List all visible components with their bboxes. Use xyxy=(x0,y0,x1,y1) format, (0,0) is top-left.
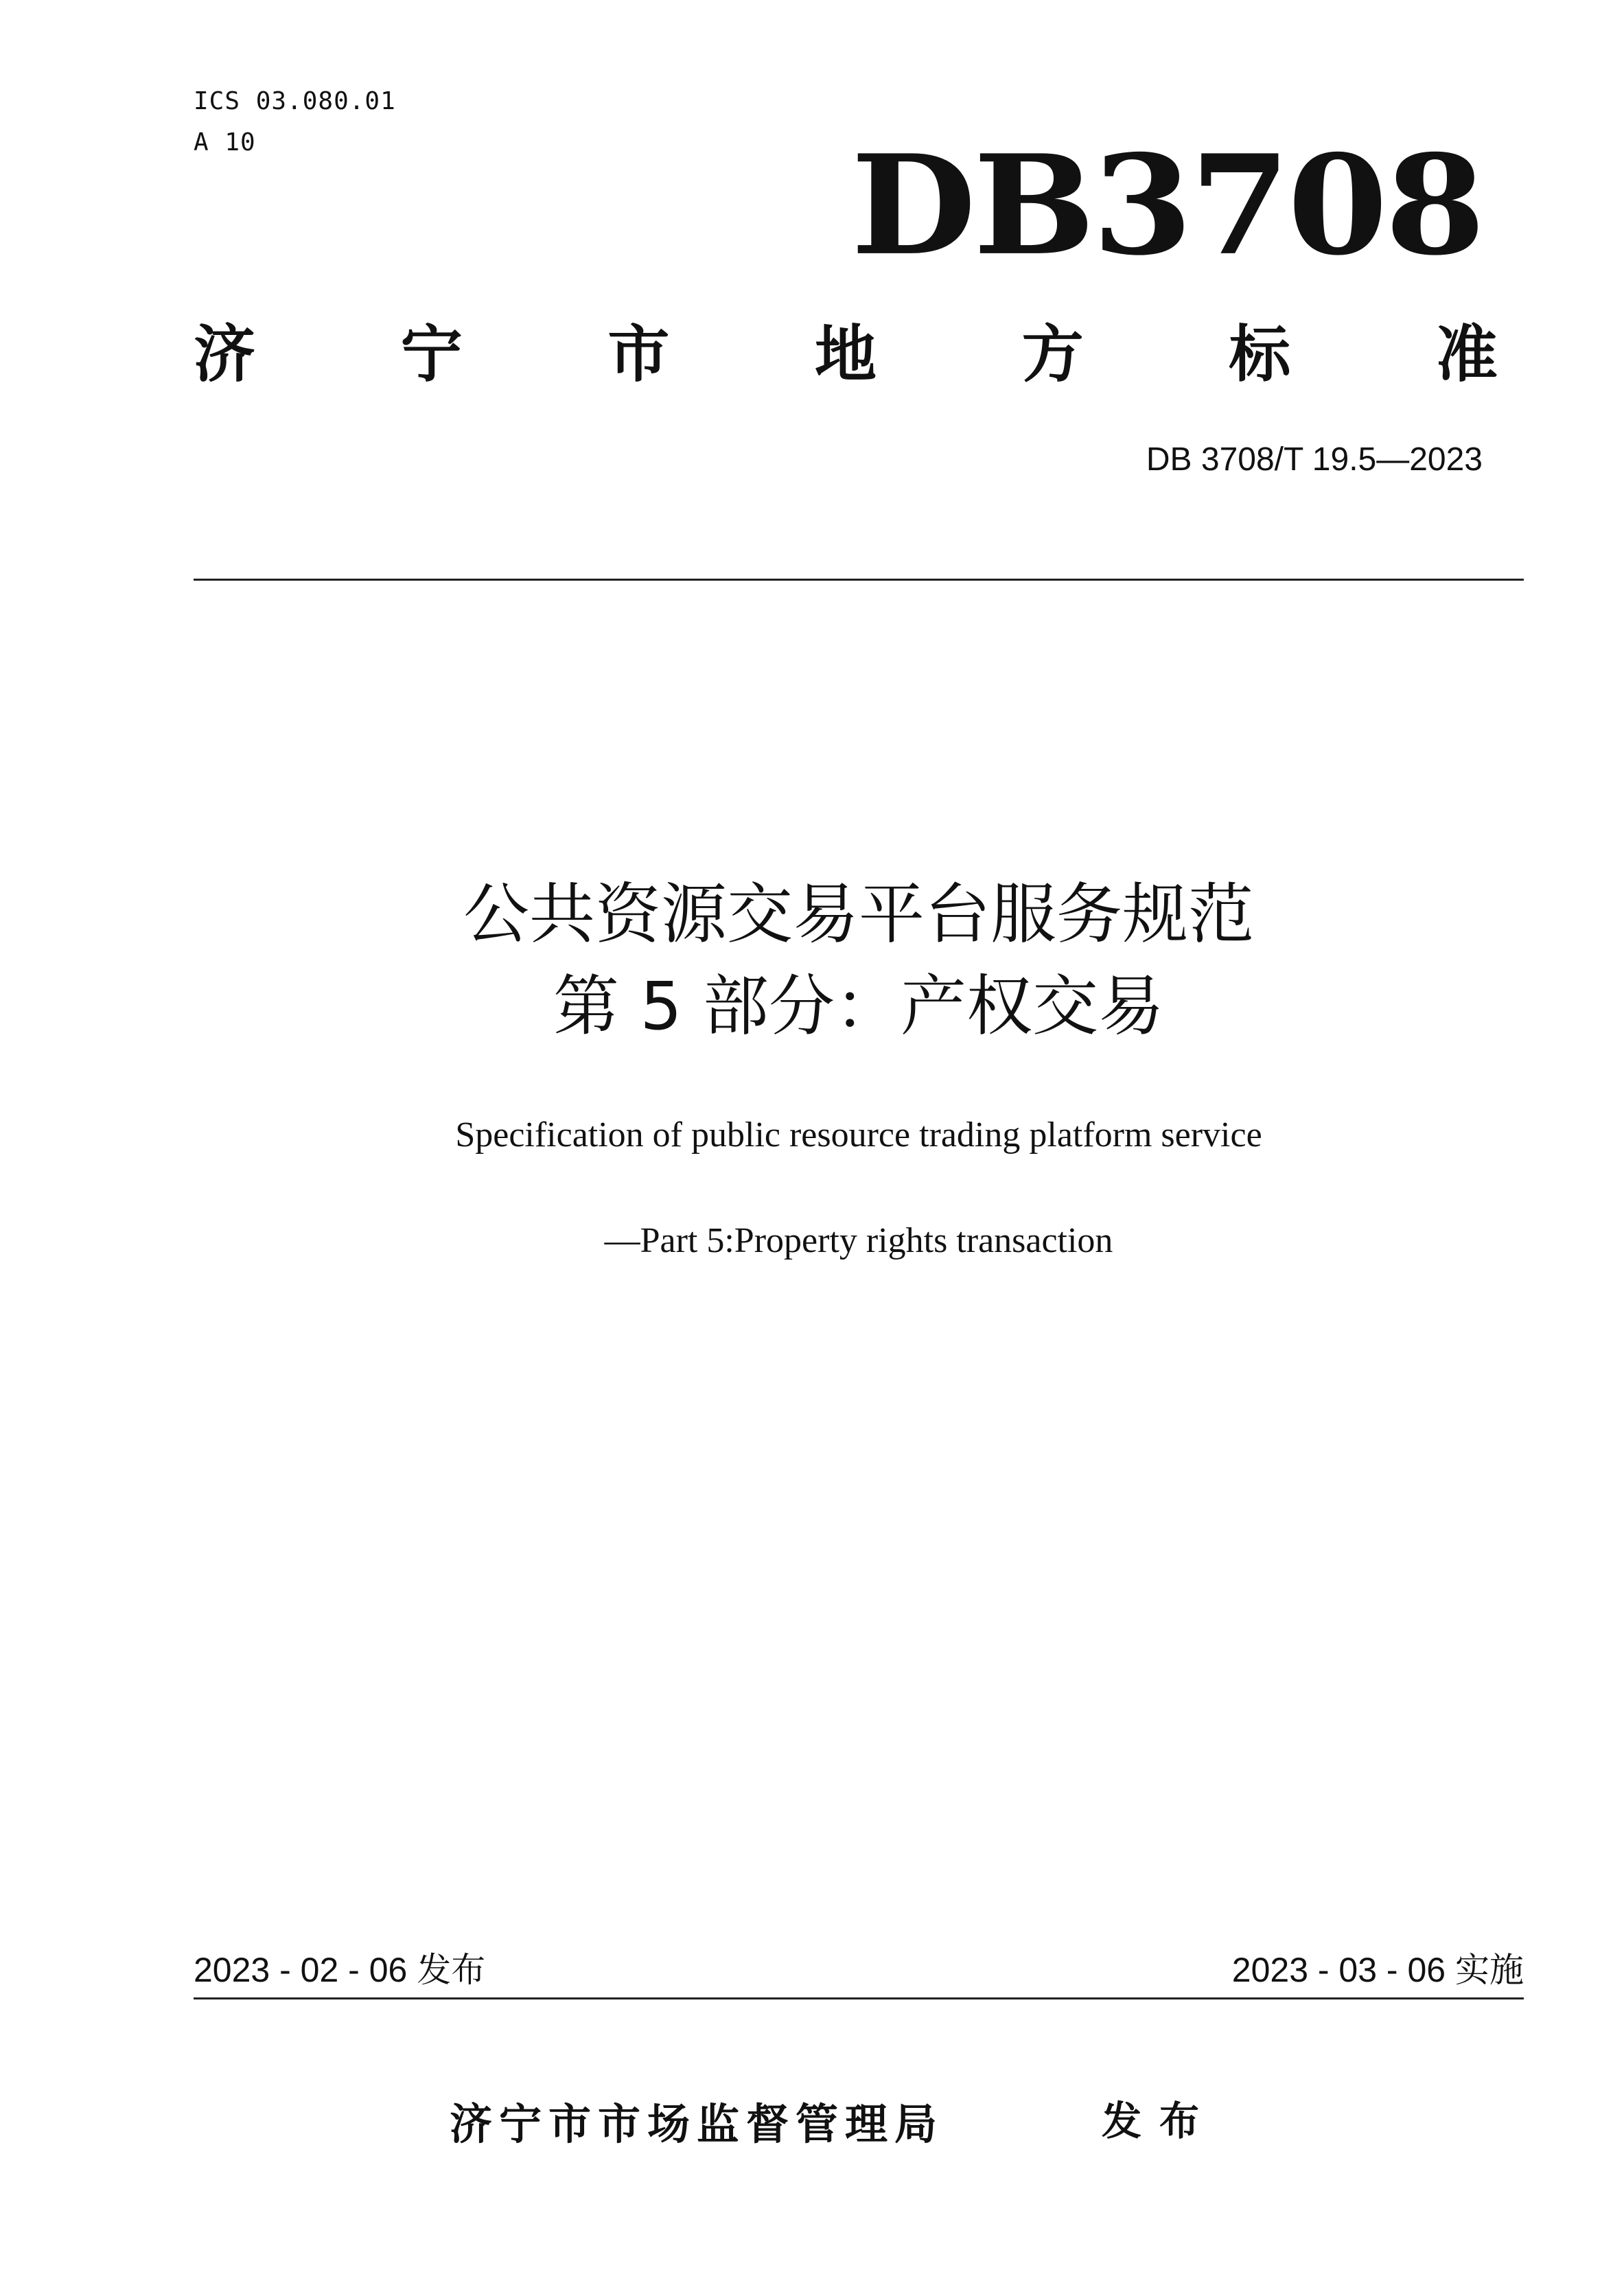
issuing-authority: 济宁市市场监督管理局 xyxy=(450,2099,944,2149)
classification-block xyxy=(194,81,396,163)
chinese-title xyxy=(194,868,1523,1052)
title-char: 市 xyxy=(607,318,670,391)
title-char: 方 xyxy=(1021,318,1084,391)
english-title-line2: —Part 5:Property rights transaction xyxy=(604,1221,1113,1260)
title-char: 标 xyxy=(1229,318,1291,391)
implement-date: 2023 - 03 - 06 实施 xyxy=(1231,1951,1524,1989)
english-title-line1: Specification of public resource trading platform service xyxy=(455,1115,1262,1155)
standard-number: DB 3708/T 19.5—2023 xyxy=(1146,441,1483,478)
issue-label: 发布 xyxy=(1102,2098,1218,2144)
chinese-title-line1: 公共资源交易平台服务规范 xyxy=(463,876,1254,953)
local-standard-title xyxy=(194,317,1498,393)
title-char: 宁 xyxy=(400,318,463,391)
chinese-title-line2: 第 5 部分：产权交易 xyxy=(553,968,1165,1045)
classification-code: A 10 xyxy=(194,128,256,156)
footer-divider xyxy=(194,1997,1524,1999)
publish-date: 2023 - 02 - 06 发布 xyxy=(194,1951,486,1989)
standard-logo: DB3708 xyxy=(850,124,1483,286)
header-divider xyxy=(194,579,1524,581)
title-char: 准 xyxy=(1435,318,1498,391)
title-char: 济 xyxy=(194,318,255,391)
title-char: 地 xyxy=(814,318,877,391)
ics-code: ICS 03.080.01 xyxy=(194,87,396,115)
